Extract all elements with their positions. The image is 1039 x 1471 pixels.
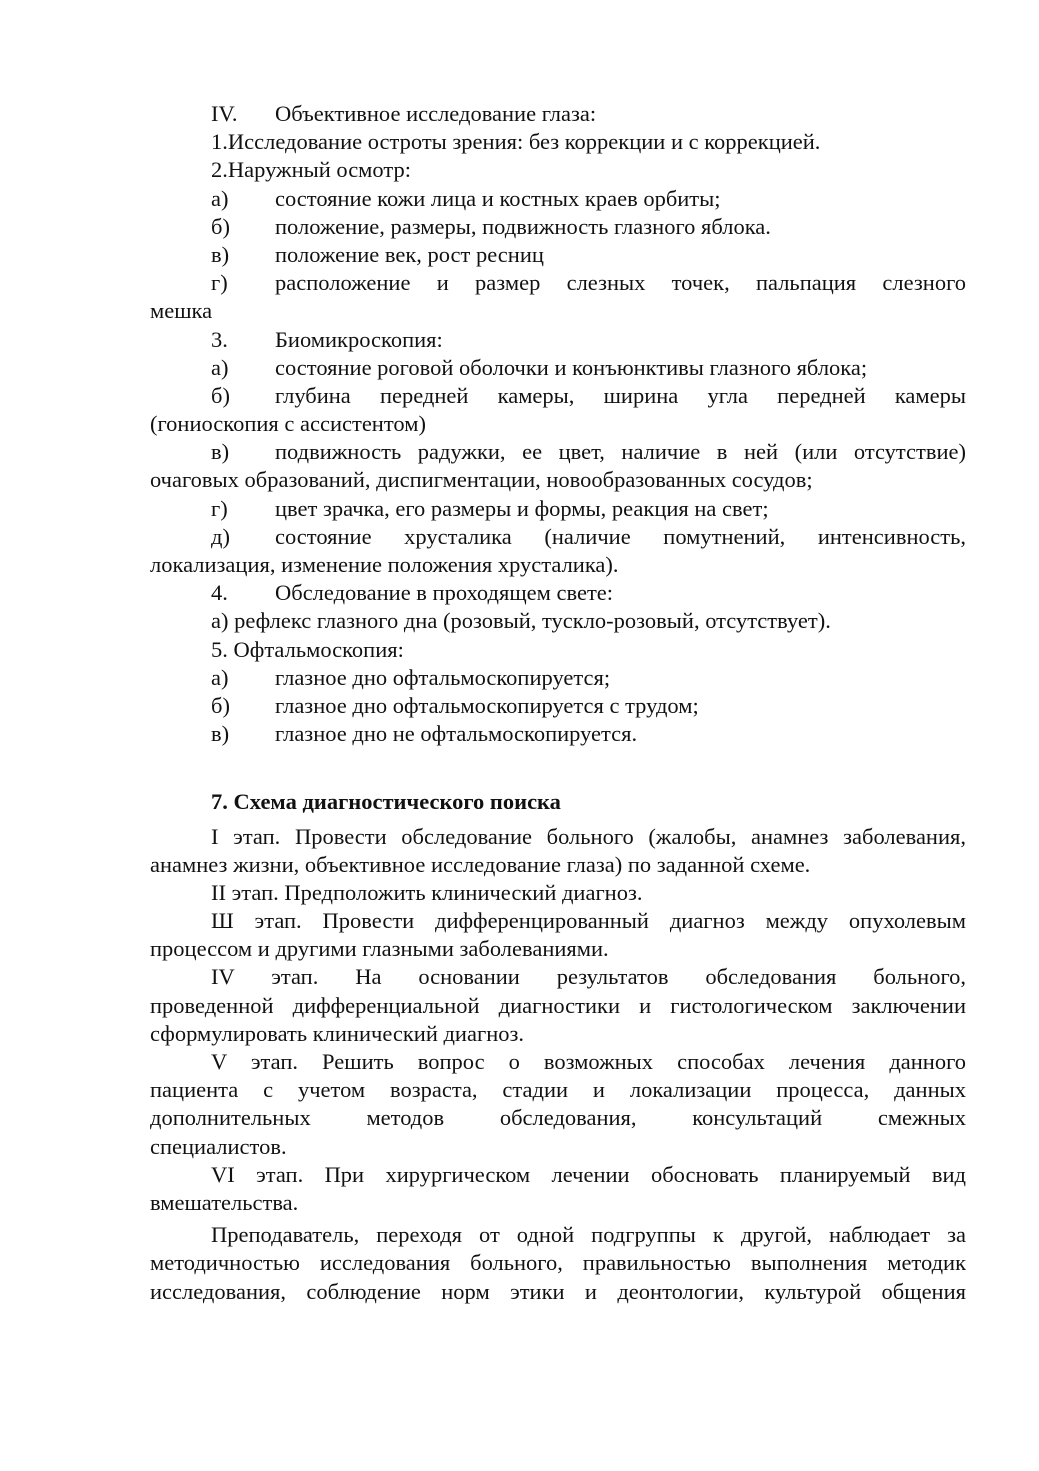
- sub-label: в): [211, 721, 230, 747]
- item-number: 4.: [211, 580, 228, 606]
- item-external-exam: 2.Наружный осмотр:: [211, 157, 411, 183]
- sub-text: цвет зрачка, его размеры и формы, реакция на свет;: [275, 495, 769, 521]
- stage-4-line3: сформулировать клинический диагноз.: [150, 1020, 524, 1046]
- item-title: Обследование в проходящем свете:: [275, 580, 614, 606]
- sub-text: положение век, рост ресниц: [275, 241, 544, 267]
- section-7-heading: 7. Схема диагностического поиска: [211, 789, 561, 815]
- sub-label: а): [211, 185, 229, 211]
- stage-4-line2: проведенной дифференциальной диагностики и гистологическом заключении: [150, 992, 966, 1018]
- sub-label: д): [211, 523, 230, 549]
- item-ophthalmoscopy: 5. Офтальмоскопия:: [211, 636, 404, 662]
- teacher-line1: Преподаватель, переходя от одной подгруппы к другой, наблюдает за: [211, 1222, 966, 1248]
- external-exam-sub-g-line1: [150, 269, 966, 297]
- sub-text: глубина передней камеры, ширина угла передней камеры: [275, 382, 966, 408]
- ophthalmoscopy-sub-v: [150, 720, 966, 748]
- item-biomicroscopy: [150, 326, 966, 354]
- sub-text: состояние кожи лица и костных краев орбиты;: [275, 185, 721, 211]
- sub-text: положение, размеры, подвижность глазного яблока.: [275, 213, 771, 239]
- sub-label: а): [211, 354, 229, 380]
- sub-label: б): [211, 213, 230, 239]
- sub-label: а): [211, 664, 229, 690]
- sub-text: глазное дно не офтальмоскопируется.: [275, 721, 638, 747]
- stage-5-line4: специалистов.: [150, 1133, 287, 1159]
- stage-1-line1: I этап. Провести обследование больного (жалобы, анамнез заболевания,: [211, 823, 966, 849]
- stage-5-line3: дополнительных методов обследования, консультаций смежных: [150, 1105, 966, 1131]
- transmitted-light-sub-a: а) рефлекс глазного дна (розовый, тускло-розовый, отсутствует).: [211, 608, 831, 634]
- biomicroscopy-sub-b-line1: [150, 382, 966, 410]
- section-iv-title-text: Объективное исследование глаза:: [275, 101, 597, 126]
- stage-3-line1: Ш этап. Провести дифференцированный диагноз между опухолевым: [211, 908, 966, 934]
- stage-3-line2: процессом и другими глазными заболеваниями.: [150, 936, 609, 962]
- stage-1-line2: анамнез жизни, объективное исследование глаза) по заданной схеме.: [150, 851, 811, 877]
- item-transmitted-light: [150, 579, 966, 607]
- sub-label: б): [211, 692, 230, 718]
- sub-label: в): [211, 241, 230, 267]
- external-exam-sub-g-line2: мешка: [150, 298, 213, 324]
- external-exam-sub-b: [150, 213, 966, 241]
- stage-4-line1: IV этап. На основании результатов обследования больного,: [211, 964, 966, 990]
- stage-2: II этап. Предположить клинический диагноз.: [211, 879, 643, 905]
- biomicroscopy-sub-g: [150, 495, 966, 523]
- document-page: [150, 100, 966, 1306]
- stage-6-line1: VI этап. При хирургическом лечении обосновать планируемый вид: [211, 1161, 966, 1187]
- sub-text: подвижность радужки, ее цвет, наличие в ней (или отсутствие): [275, 439, 966, 465]
- biomicroscopy-sub-b-line2: (гониоскопия с ассистентом): [150, 411, 426, 437]
- stage-6-line2: вмешательства.: [150, 1189, 299, 1215]
- biomicroscopy-sub-a: [150, 354, 966, 382]
- teacher-line2: методичностью исследования больного, правильностью выполнения методик: [150, 1250, 966, 1276]
- sub-text: глазное дно офтальмоскопируется;: [275, 664, 611, 690]
- ophthalmoscopy-sub-b: [150, 692, 966, 720]
- biomicroscopy-sub-d-line2: локализация, изменение положения хрусталика).: [150, 552, 619, 577]
- biomicroscopy-sub-v-line2: очаговых образований, диспигментации, новообразованных сосудов;: [150, 467, 813, 493]
- biomicroscopy-sub-d-line1: [150, 523, 966, 551]
- item-visual-acuity: 1.Исследование остроты зрения: без коррекции и с коррекцией.: [211, 129, 821, 155]
- sub-label: в): [211, 439, 230, 465]
- external-exam-sub-a: [150, 185, 966, 213]
- teacher-line3: исследования, соблюдение норм этики и деонтологии, культурой общения: [150, 1278, 966, 1304]
- sub-text: состояние хрусталика (наличие помутнений, интенсивность,: [275, 523, 966, 549]
- external-exam-sub-v: [150, 241, 966, 269]
- section-iv-number: IV.: [211, 101, 238, 126]
- stage-5-line2: пациента с учетом возраста, стадии и локализации процесса, данных: [150, 1077, 966, 1103]
- sub-label: г): [211, 495, 228, 521]
- ophthalmoscopy-sub-a: [150, 664, 966, 692]
- stage-5-line1: V этап. Решить вопрос о возможных способах лечения данного: [211, 1049, 966, 1074]
- sub-label: г): [211, 270, 228, 296]
- sub-text: состояние роговой оболочки и конъюнктивы глазного яблока;: [275, 354, 868, 380]
- section-iv-title: [150, 100, 966, 128]
- sub-label: б): [211, 382, 230, 408]
- sub-text: расположение и размер слезных точек, пальпация слезного: [275, 270, 966, 296]
- sub-text: глазное дно офтальмоскопируется с трудом;: [275, 692, 699, 718]
- item-title: Биомикроскопия:: [275, 326, 443, 352]
- biomicroscopy-sub-v-line1: [150, 438, 966, 466]
- item-number: 3.: [211, 326, 228, 352]
